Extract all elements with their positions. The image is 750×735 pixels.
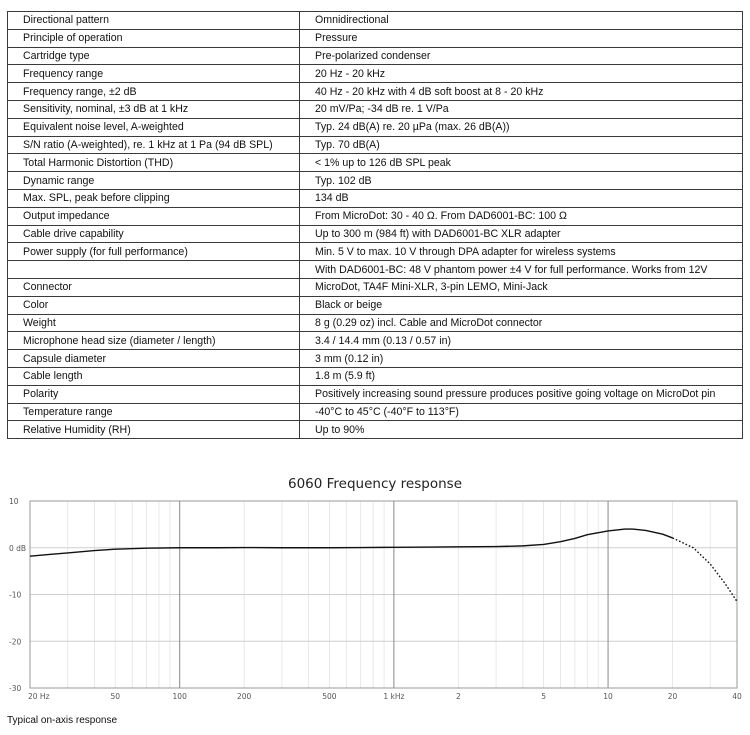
parameter-cell: Temperature range (8, 403, 300, 421)
table-row (8, 421, 743, 439)
value-cell: Typ. 24 dB(A) re. 20 µPa (max. 26 dB(A)) (300, 118, 743, 136)
parameter-cell: Frequency range, ±2 dB (8, 83, 300, 101)
table-row (8, 367, 743, 385)
value-cell: 40 Hz - 20 kHz with 4 dB soft boost at 8 - 20 kHz (300, 83, 743, 101)
value-cell: 20 Hz - 20 kHz (300, 65, 743, 83)
value-cell: Pressure (300, 29, 743, 47)
parameter-cell: Weight (8, 314, 300, 332)
chart-caption: Typical on-axis response (7, 715, 118, 726)
value-cell: 134 dB (300, 189, 743, 207)
value-cell: Omnidirectional (300, 12, 743, 30)
value-cell: MicroDot, TA4F Mini-XLR, 3-pin LEMO, Mini-Jack (300, 278, 743, 296)
table-row (8, 403, 743, 421)
table-row (8, 261, 743, 279)
value-cell: -40°C to 45°C (-40°F to 113°F) (300, 403, 743, 421)
table-row (8, 29, 743, 47)
table-row (8, 332, 743, 350)
table-row (8, 136, 743, 154)
parameter-cell: Cartridge type (8, 47, 300, 65)
chart-title: 6060 Frequency response (288, 476, 462, 492)
parameter-cell: Total Harmonic Distortion (THD) (8, 154, 300, 172)
value-cell: 8 g (0.29 oz) incl. Cable and MicroDot connector (300, 314, 743, 332)
x-tick-label: 500 (322, 692, 337, 701)
specifications-table (7, 11, 743, 439)
table-row (8, 314, 743, 332)
value-cell: Up to 300 m (984 ft) with DAD6001-BC XLR adapter (300, 225, 743, 243)
table-row (8, 118, 743, 136)
parameter-cell: Directional pattern (8, 12, 300, 30)
x-tick-label: 20 Hz (28, 692, 50, 701)
parameter-cell: Connector (8, 278, 300, 296)
parameter-cell: Color (8, 296, 300, 314)
parameter-cell: Power supply (for full performance) (8, 243, 300, 261)
y-tick-label: 0 dB (9, 543, 27, 553)
value-cell: Up to 90% (300, 421, 743, 439)
response-curve (30, 529, 673, 556)
table-row (8, 207, 743, 225)
parameter-cell: S/N ratio (A-weighted), re. 1 kHz at 1 Pa (94 dB SPL) (8, 136, 300, 154)
x-tick-label: 5 (541, 692, 546, 701)
value-cell: Pre-polarized condenser (300, 47, 743, 65)
chart-tick-labels (9, 497, 742, 701)
value-cell: 20 mV/Pa; -34 dB re. 1 V/Pa (300, 100, 743, 118)
y-tick-label: -20 (9, 637, 22, 647)
table-row (8, 225, 743, 243)
parameter-cell (8, 261, 300, 279)
frequency-response-chart (0, 494, 750, 706)
value-cell: With DAD6001-BC: 48 V phantom power ±4 V for full performance. Works from 12V (300, 261, 743, 279)
parameter-cell: Polarity (8, 385, 300, 403)
value-cell: Black or beige (300, 296, 743, 314)
table-row (8, 189, 743, 207)
table-row (8, 83, 743, 101)
x-tick-label: 2 (455, 692, 461, 701)
parameter-cell: Equivalent noise level, A-weighted (8, 118, 300, 136)
value-cell: Typ. 102 dB (300, 172, 743, 190)
chart-series (30, 529, 737, 601)
x-tick-label: 40 (732, 692, 742, 701)
table-row (8, 296, 743, 314)
parameter-cell: Max. SPL, peak before clipping (8, 189, 300, 207)
parameter-cell: Cable drive capability (8, 225, 300, 243)
value-cell: 3.4 / 14.4 mm (0.13 / 0.57 in) (300, 332, 743, 350)
table-row (8, 65, 743, 83)
table-row (8, 385, 743, 403)
parameter-cell: Capsule diameter (8, 350, 300, 368)
parameter-cell: Principle of operation (8, 29, 300, 47)
table-row (8, 100, 743, 118)
table-row (8, 154, 743, 172)
value-cell: 3 mm (0.12 in) (300, 350, 743, 368)
y-tick-label: -30 (9, 684, 22, 693)
table-row (8, 350, 743, 368)
table-row (8, 243, 743, 261)
x-tick-label: 200 (237, 692, 252, 701)
value-cell: Positively increasing sound pressure produces positive going voltage on MicroDot pin (300, 385, 743, 403)
parameter-cell: Dynamic range (8, 172, 300, 190)
table-row (8, 278, 743, 296)
value-cell: < 1% up to 126 dB SPL peak (300, 154, 743, 172)
parameter-cell: Frequency range (8, 65, 300, 83)
parameter-cell: Cable length (8, 367, 300, 385)
table-row (8, 172, 743, 190)
value-cell: 1.8 m (5.9 ft) (300, 367, 743, 385)
value-cell: From MicroDot: 30 - 40 Ω. From DAD6001-BC: 100 Ω (300, 207, 743, 225)
parameter-cell: Microphone head size (diameter / length) (8, 332, 300, 350)
x-tick-label: 1 kHz (383, 692, 405, 701)
parameter-cell: Sensitivity, nominal, ±3 dB at 1 kHz (8, 100, 300, 118)
table-row (8, 12, 743, 30)
specifications-table-body (8, 12, 743, 439)
parameter-cell: Output impedance (8, 207, 300, 225)
table-row (8, 47, 743, 65)
x-tick-label: 50 (110, 692, 121, 701)
x-tick-label: 10 (603, 692, 613, 701)
value-cell: Typ. 70 dB(A) (300, 136, 743, 154)
x-tick-label: 20 (667, 692, 678, 701)
parameter-cell: Relative Humidity (RH) (8, 421, 300, 439)
value-cell: Min. 5 V to max. 10 V through DPA adapter for wireless systems (300, 243, 743, 261)
y-tick-label: 10 (9, 497, 19, 506)
x-tick-label: 100 (172, 692, 187, 701)
y-tick-label: -10 (9, 590, 22, 600)
